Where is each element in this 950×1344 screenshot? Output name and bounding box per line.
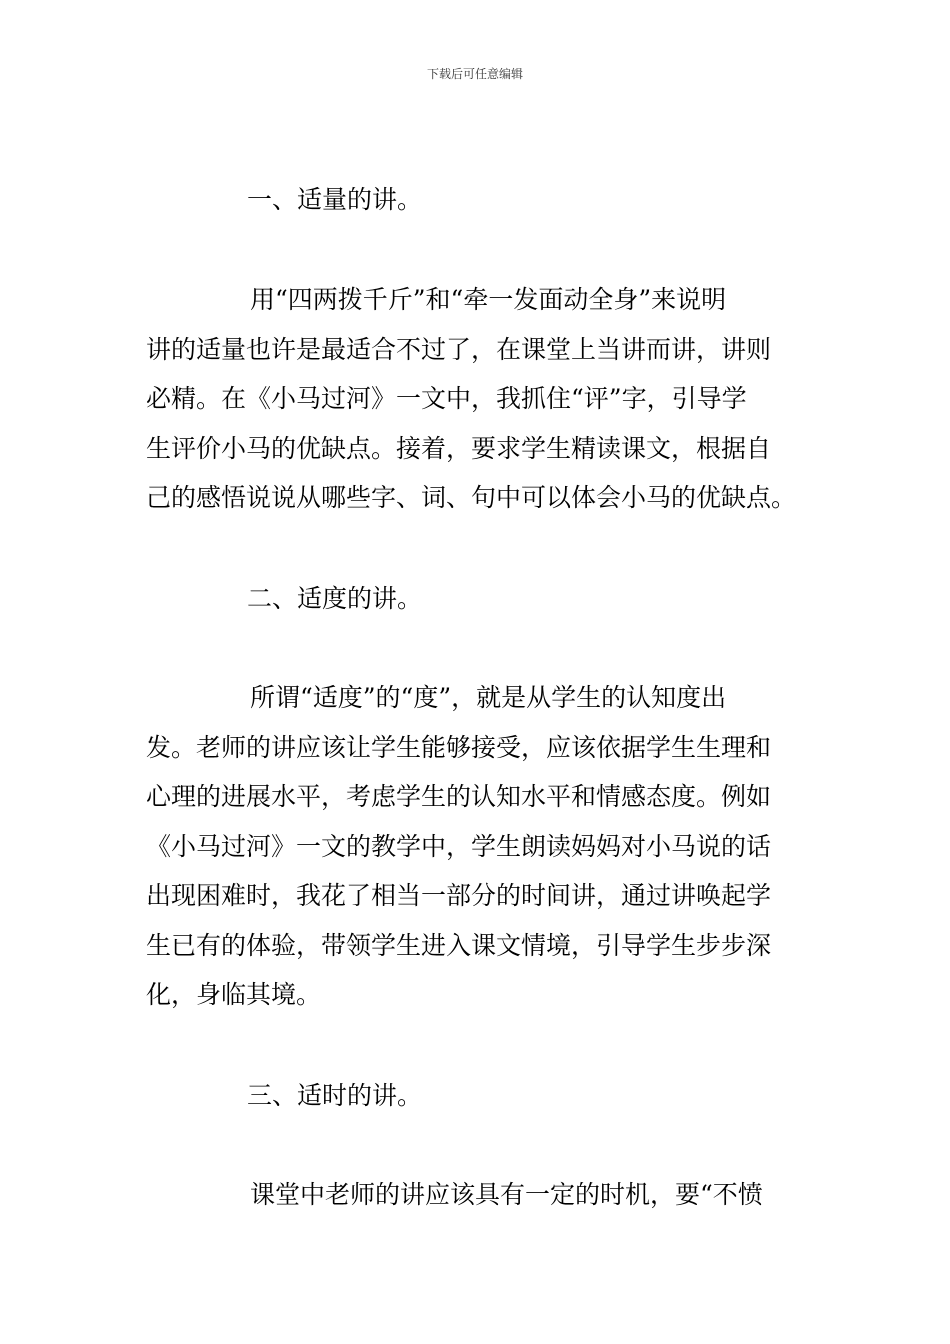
section-paragraph <box>146 1180 811 1230</box>
paragraph-line: 所谓“适度”的“度”，就是从学生的认知度出 <box>250 683 727 712</box>
paragraph-line: 《小马过河》一文的教学中，学生朗读妈妈对小马说的话 <box>146 831 772 861</box>
paragraph-line: 出现困难时，我花了相当一部分的时间讲，通过讲唤起学 <box>146 881 772 910</box>
section-heading: 一、适量的讲。 <box>247 185 423 214</box>
section-heading: 二、适度的讲。 <box>247 584 423 613</box>
paragraph-line: 用“四两拨千斤”和“牵一发面动全身”来说明 <box>250 285 727 314</box>
section-paragraph <box>146 285 811 533</box>
paragraph-line: 生已有的体验，带领学生进入课文情境，引导学生步步深 <box>146 930 772 960</box>
paragraph-line: 发。老师的讲应该让学生能够接受，应该依据学生生理和 <box>146 732 772 762</box>
paragraph-line: 心理的进展水平，考虑学生的认知水平和情感态度。例如 <box>146 782 772 811</box>
paragraph-line: 己的感悟说说从哪些字、词、句中可以体会小马的优缺点。 <box>146 483 797 512</box>
page-header-note: 下载后可任意编辑 <box>426 67 523 81</box>
paragraph-line: 必精。在《小马过河》一文中，我抓住“评”字，引导学 <box>146 384 747 413</box>
paragraph-line: 生评价小马的优缺点。接着，要求学生精读课文，根据自 <box>146 433 772 463</box>
paragraph-line: 化，身临其境。 <box>146 980 322 1009</box>
section-paragraph <box>146 683 811 1030</box>
paragraph-line: 课堂中老师的讲应该具有一定的时机，要“不愤 <box>250 1180 763 1209</box>
paragraph-line: 讲的适量也许是最适合不过了，在课堂上当讲而讲，讲则 <box>146 334 772 364</box>
section-heading: 三、适时的讲。 <box>247 1081 423 1110</box>
